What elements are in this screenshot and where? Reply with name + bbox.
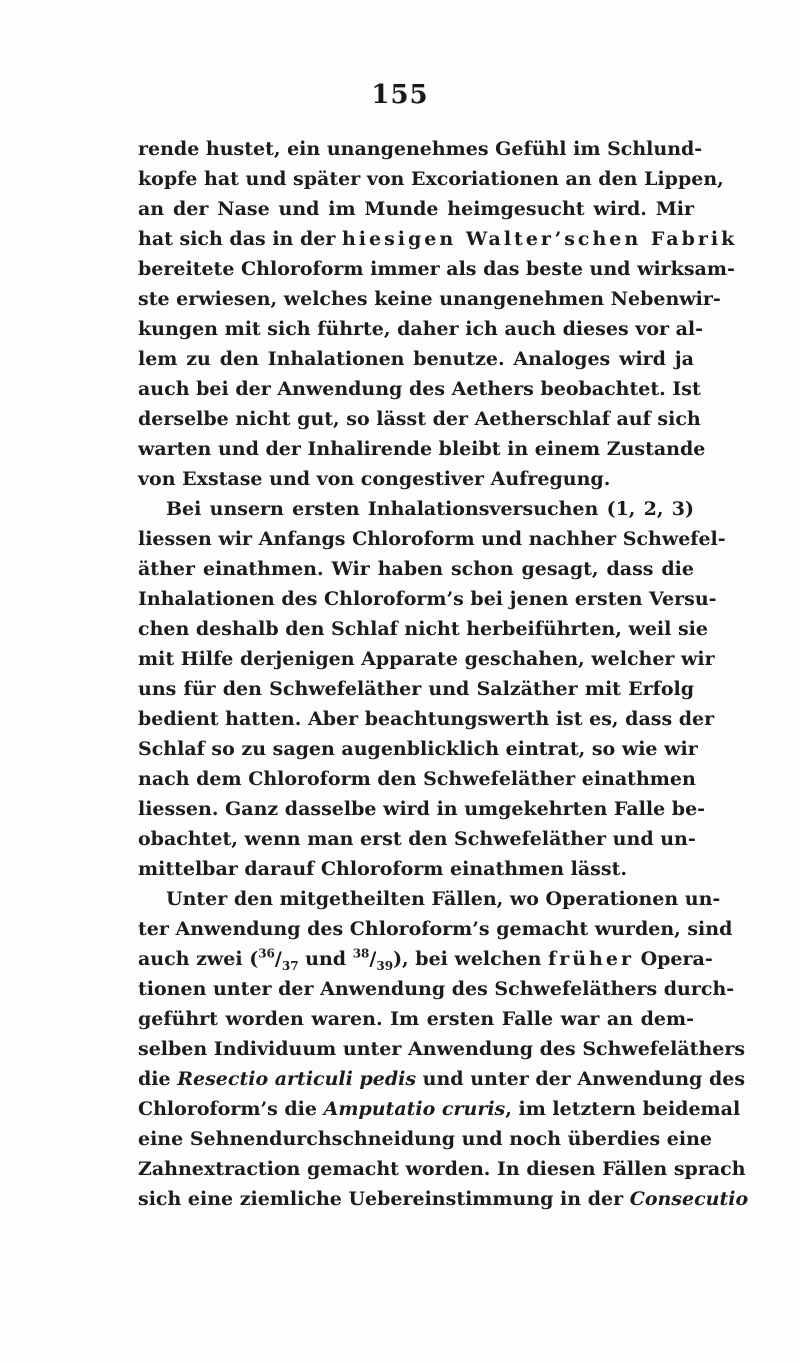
text-line xyxy=(138,734,698,764)
italic-text: Consecutio xyxy=(629,1188,749,1210)
text-run: Schlaf so zu sagen augenblicklich eintrat, so wie wir xyxy=(138,738,698,760)
text-run: und unter der Anwendung des xyxy=(416,1068,746,1090)
text-run: ter Anwendung des Chloroform’s gemacht wurden, sind xyxy=(138,918,733,940)
text-run: bedient hatten. Aber beachtungswerth ist es, dass der xyxy=(138,708,715,730)
text-line xyxy=(138,134,703,164)
text-run: nach dem Chloroform den Schwefeläther einathmen xyxy=(138,768,696,790)
text-run: hat sich das in der xyxy=(138,228,342,250)
text-run: die xyxy=(138,1068,178,1090)
text-line xyxy=(138,404,701,434)
text-run: kopfe hat und später von Excoriationen an den Lippen, xyxy=(138,168,724,190)
text-run: , im letztern beidemal xyxy=(505,1098,741,1120)
text-run: auch bei der Anwendung des Aethers beobachtet. Ist xyxy=(138,378,701,400)
text-line xyxy=(138,284,721,314)
italic-text: Amputatio cruris xyxy=(323,1098,506,1120)
text-run: auch zwei ( xyxy=(138,948,259,970)
text-line xyxy=(138,1154,746,1184)
text-run: rende hustet, ein unangenehmes Gefühl im Schlund- xyxy=(138,138,703,160)
page-number: 155 xyxy=(371,80,429,110)
spaced-text: hiesigen Walter’schen Fabrik xyxy=(341,228,738,250)
text-run: liessen wir Anfangs Chloroform und nachher Schwefel- xyxy=(138,528,726,550)
fraction-part: 36 xyxy=(258,946,275,961)
text-line xyxy=(138,704,715,734)
text-line xyxy=(138,1004,694,1034)
text-line xyxy=(138,974,735,1004)
text-line xyxy=(138,914,733,944)
text-line xyxy=(138,1184,749,1214)
text-line xyxy=(138,824,694,854)
text-run: chen deshalb den Schlaf nicht herbeiführten, weil sie xyxy=(138,618,708,640)
text-line xyxy=(138,164,724,194)
text-line xyxy=(138,1034,746,1064)
text-run: / xyxy=(274,948,282,970)
text-run: sich eine ziemliche Uebereinstimmung in der xyxy=(138,1188,630,1210)
text-run: selben Individuum unter Anwendung des Schwefeläthers xyxy=(138,1038,746,1060)
text-line xyxy=(138,434,706,464)
text-run: von Exstase und von congestiver Aufregung. xyxy=(138,468,611,490)
fraction-part: 39 xyxy=(376,958,394,973)
text-run: ), bei welchen xyxy=(393,948,549,970)
text-line xyxy=(138,344,694,374)
text-run: Opera- xyxy=(633,948,713,970)
text-run: mit Hilfe derjenigen Apparate geschahen, welcher wir xyxy=(138,648,715,670)
text-run: Chloroform’s die xyxy=(138,1098,324,1120)
text-line xyxy=(138,194,694,224)
text-line xyxy=(138,884,721,914)
text-run: Zahnextraction gemacht worden. In diesen Fällen sprach xyxy=(138,1158,746,1180)
text-line xyxy=(138,764,694,794)
text-run: geführt worden waren. Im ersten Falle war an dem- xyxy=(138,1008,694,1030)
text-run: bereitete Chloroform immer als das beste und wirksam- xyxy=(138,258,735,280)
text-run: und xyxy=(298,948,353,970)
body-text xyxy=(138,134,749,1214)
text-run: kungen mit sich führte, daher ich auch dieses vor al- xyxy=(138,318,704,340)
text-line xyxy=(138,614,708,644)
text-line xyxy=(138,674,694,704)
text-run: Unter den mitgetheilten Fällen, wo Operationen un- xyxy=(166,888,721,910)
fraction-part: 37 xyxy=(281,958,299,973)
text-run: derselbe nicht gut, so lässt der Aetherschlaf auf sich xyxy=(138,408,701,430)
text-run: eine Sehnendurchschneidung und noch überdies eine xyxy=(138,1128,712,1150)
text-run: / xyxy=(369,948,377,970)
text-line xyxy=(138,854,694,884)
text-run: obachtet, wenn man erst den Schwefeläther und un- xyxy=(138,828,696,850)
text-line xyxy=(138,254,735,284)
text-line xyxy=(138,494,694,524)
text-line xyxy=(138,464,694,494)
text-run: an der Nase und im Munde heimgesucht wird. Mir xyxy=(138,198,694,220)
text-line xyxy=(138,524,726,554)
text-run: mittelbar darauf Chloroform einathmen lässt. xyxy=(138,858,627,880)
text-run: tionen unter der Anwendung des Schwefeläthers durch- xyxy=(138,978,735,1000)
text-run: liessen. Ganz dasselbe wird in umgekehrten Falle be- xyxy=(138,798,706,820)
text-line xyxy=(138,224,738,254)
italic-text: Resectio articuli pedis xyxy=(177,1068,417,1090)
text-line xyxy=(138,1094,741,1124)
text-run: lem zu den Inhalationen benutze. Analoges wird ja xyxy=(138,348,694,370)
text-line xyxy=(138,794,706,824)
spaced-text: früher xyxy=(548,948,634,970)
text-line xyxy=(138,584,717,614)
text-run: uns für den Schwefeläther und Salzäther mit Erfolg xyxy=(138,678,694,700)
text-line xyxy=(138,644,715,674)
text-run: äther einathmen. Wir haben schon gesagt, dass die xyxy=(138,558,694,580)
text-run: Bei unsern ersten Inhalationsversuchen (1, 2, 3) xyxy=(166,498,694,520)
text-line xyxy=(138,1124,712,1154)
text-line xyxy=(138,374,701,404)
text-line xyxy=(138,1064,746,1094)
text-run: Inhalationen des Chloroform’s bei jenen ersten Versu- xyxy=(138,588,717,610)
text-line xyxy=(138,554,694,584)
fraction-part: 38 xyxy=(352,946,370,961)
text-line xyxy=(138,314,704,344)
text-run: warten und der Inhalirende bleibt in einem Zustande xyxy=(138,438,706,460)
text-run: ste erwiesen, welches keine unangenehmen Nebenwir- xyxy=(138,288,721,310)
text-line xyxy=(138,944,713,974)
